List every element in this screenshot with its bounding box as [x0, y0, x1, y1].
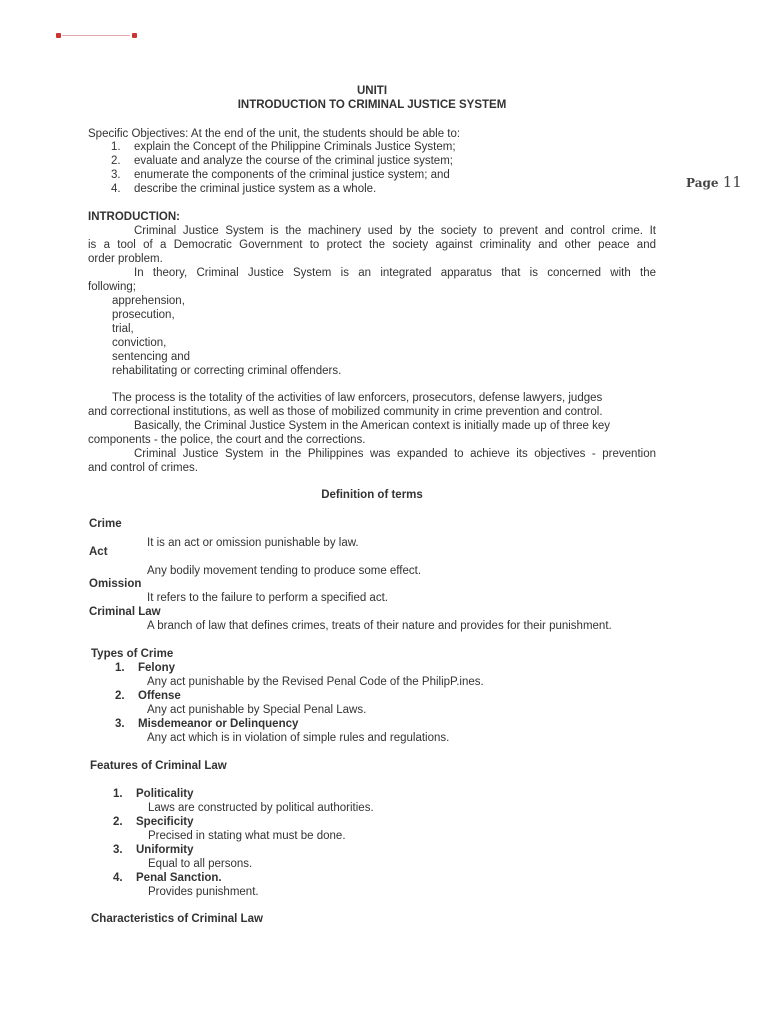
list-item: prosecution, — [112, 309, 175, 321]
definition-text: A branch of law that defines crimes, treats of their nature and provides for their punishment. — [147, 620, 612, 632]
page-number-value: 11 — [722, 173, 742, 191]
page-label: Page — [686, 176, 719, 190]
introduction-heading: INTRODUCTION: — [88, 211, 180, 223]
list-item-number: 1. — [115, 662, 125, 674]
intro-paragraph-line: following; — [88, 281, 136, 293]
intro-paragraph-line: and correctional institutions, as well as those of mobilized community in crime prevention and control. — [88, 406, 603, 418]
list-item-number: 3. — [113, 844, 123, 856]
definition-term: Criminal Law — [89, 606, 161, 618]
type-description: Any act which is in violation of simple rules and regulations. — [147, 732, 450, 744]
list-item: enumerate the components of the criminal justice system; and — [134, 169, 450, 181]
features-heading: Features of Criminal Law — [90, 760, 227, 772]
feature-name: Politicality — [136, 788, 194, 800]
list-item: trial, — [112, 323, 134, 335]
feature-description: Equal to all persons. — [148, 858, 253, 870]
intro-paragraph-line: In theory, Criminal Justice System is an integrated apparatus that is concerned with the — [134, 267, 656, 279]
intro-paragraph-line: Criminal Justice System in the Philippines was expanded to achieve its objectives - prevention — [134, 448, 656, 460]
intro-paragraph-line: is a tool of a Democratic Government to protect the society against criminality and other peace and — [88, 239, 656, 251]
type-name: Misdemeanor or Delinquency — [138, 718, 299, 730]
feature-description: Laws are constructed by political authorities. — [148, 802, 374, 814]
list-item: apprehension, — [112, 295, 185, 307]
list-item-number: 1. — [113, 788, 123, 800]
list-item: sentencing and — [112, 351, 191, 363]
intro-paragraph-line: order problem. — [88, 253, 163, 265]
list-item: explain the Concept of the Philippine Criminals Justice System; — [134, 141, 456, 153]
type-description: Any act punishable by Special Penal Laws. — [147, 704, 367, 716]
list-item-number: 3. — [111, 169, 121, 181]
feature-description: Provides punishment. — [148, 886, 259, 898]
definition-term: Act — [89, 546, 108, 558]
list-item: conviction, — [112, 337, 167, 349]
definition-text: Any bodily movement tending to produce some effect. — [147, 565, 422, 577]
list-item: evaluate and analyze the course of the criminal justice system; — [134, 155, 453, 167]
list-item-number: 1. — [111, 141, 121, 153]
feature-name: Uniformity — [136, 844, 194, 856]
feature-name: Specificity — [136, 816, 194, 828]
page-number — [686, 173, 742, 191]
intro-paragraph-line: The process is the totality of the activities of law enforcers, prosecutors, defense lawyers, judges — [112, 392, 603, 404]
types-heading: Types of Crime — [91, 648, 174, 660]
list-item-number: 2. — [113, 816, 123, 828]
list-item: describe the criminal justice system as a whole. — [134, 183, 377, 195]
type-description: Any act punishable by the Revised Penal Code of the PhilipP.ines. — [147, 676, 484, 688]
definition-term: Omission — [89, 578, 142, 590]
definition-text: It refers to the failure to perform a specified act. — [147, 592, 388, 604]
type-name: Felony — [138, 662, 176, 674]
unit-number: UNITI — [356, 85, 388, 97]
feature-description: Precised in stating what must be done. — [148, 830, 346, 842]
feature-name: Penal Sanction. — [136, 872, 222, 884]
intro-paragraph-line: Criminal Justice System is the machinery used by the society to prevent and control crime. It — [134, 225, 656, 237]
definition-text: It is an act or omission punishable by law. — [147, 537, 359, 549]
list-item-number: 2. — [115, 690, 125, 702]
intro-paragraph-line: components - the police, the court and the corrections. — [88, 434, 366, 446]
definitions-heading: Definition of terms — [321, 489, 423, 501]
header-logo — [56, 33, 138, 38]
type-name: Offense — [138, 690, 181, 702]
unit-title: INTRODUCTION TO CRIMINAL JUSTICE SYSTEM — [237, 99, 507, 111]
list-item: rehabilitating or correcting criminal offenders. — [112, 365, 342, 377]
characteristics-heading: Characteristics of Criminal Law — [91, 913, 263, 925]
list-item-number: 3. — [115, 718, 125, 730]
intro-paragraph-line: and control of crimes. — [88, 462, 198, 474]
list-item-number: 2. — [111, 155, 121, 167]
list-item-number: 4. — [113, 872, 123, 884]
list-item-number: 4. — [111, 183, 121, 195]
intro-paragraph-line: Basically, the Criminal Justice System in the American context is initially made up of three key — [134, 420, 610, 432]
definition-term: Crime — [89, 518, 122, 530]
objectives-intro: Specific Objectives: At the end of the unit, the students should be able to: — [88, 128, 461, 140]
